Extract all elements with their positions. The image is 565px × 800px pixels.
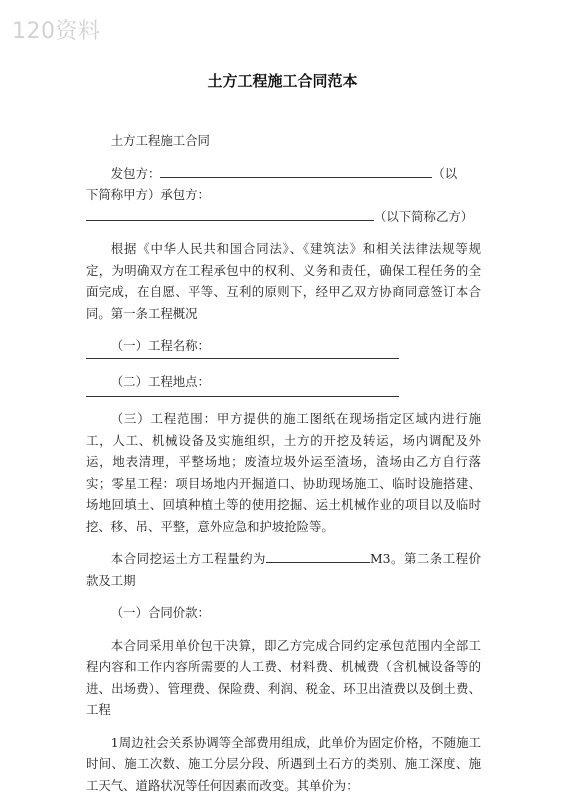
volume-blank bbox=[266, 548, 370, 563]
project-location-blank bbox=[86, 395, 399, 397]
party-b-suffix: （以下简称乙方） bbox=[374, 208, 474, 224]
project-name-blank bbox=[86, 357, 399, 359]
document-body bbox=[86, 130, 481, 796]
volume-suffix: M3。第二条工程价款及工期 bbox=[86, 551, 482, 588]
project-name-label: （一）工程名称： bbox=[110, 338, 210, 353]
document-title: 土方工程施工合同范本 bbox=[207, 72, 358, 90]
watermark: 120资料 bbox=[12, 19, 101, 44]
contract-subtitle: 土方工程施工合同 bbox=[110, 133, 210, 148]
volume-prefix: 本合同挖运土方工程量约为 bbox=[110, 551, 266, 566]
party-b-line: 下简称甲方）承包方： bbox=[86, 187, 210, 202]
price-paragraph: 本合同采用单价包干决算，即乙方完成合同约定承包范围内全部工程内容和工作内容所需要的人工费、材料费、机械费（含机械设备等的进、出场费）、管理费、保险费、利润、税金、环卫出渣费以及倒土费、工程 bbox=[86, 637, 481, 717]
project-scope-paragraph: （三）工程范围：甲方提供的施工图纸在现场指定区域内进行施工，人工、机械设备及实施组织，土方的开挖及转运，场内调配及外运，地表清理，平整场地；废渣垃圾外运至渣场，渣场由乙方自行落实；零星工程：项目场地内开掘道口、协助现场施工、临时设施搭建、场地回填土、回填种植土等的使用挖掘、运土机械作业的项目以及临时挖、移、吊、平整，意外应急和护坡抢险等。 bbox=[86, 411, 481, 534]
party-a-label: 发包方： bbox=[110, 165, 161, 181]
party-a-suffix: （以 bbox=[432, 165, 458, 181]
intro-paragraph: 根据《中华人民共和国合同法》、《建筑法》和相关法律法规等规定，为明确双方在工程承包中的权利、义务和责任，确保工程任务的全面完成，在自愿、平等、互利的原则下，经甲乙双方协商同意签订本合同。第一条工程概况 bbox=[86, 241, 481, 321]
price-heading: （一）合同价款： bbox=[110, 605, 210, 620]
price-paragraph-continued: 1周边社会关系协调等全部费用组成，此单价为固定价格，不随施工时间、施工次数、施工分层分段、所遇到土石方的类别、施工深度、施工天气、道路状况等任何因素而改变。其单价为： bbox=[86, 734, 481, 793]
party-a-blank bbox=[160, 163, 432, 178]
party-b-blank bbox=[86, 206, 374, 221]
party-a-line bbox=[86, 163, 481, 185]
party-b-fill-line bbox=[86, 206, 481, 228]
project-location-label: （二）工程地点： bbox=[110, 373, 210, 389]
volume-paragraph bbox=[86, 548, 481, 591]
